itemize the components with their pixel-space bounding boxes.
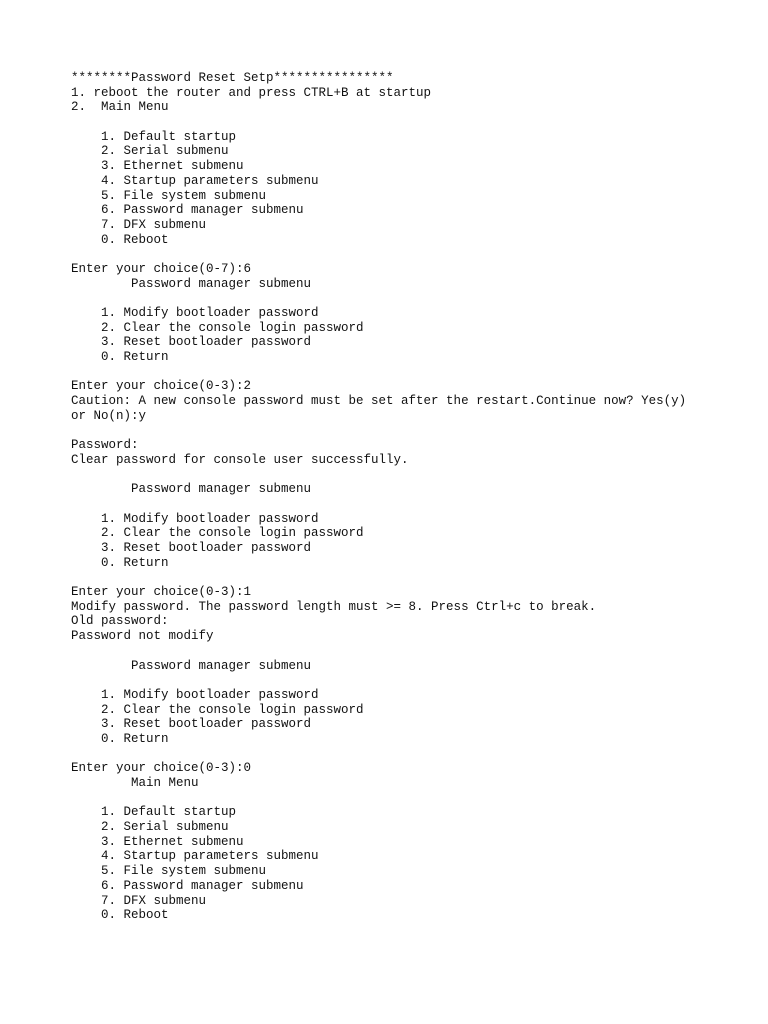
text-line: 5. File system submenu (71, 864, 267, 879)
text-line: 2. Serial submenu (71, 144, 229, 159)
text-line: Enter your choice(0-3):1 (71, 585, 252, 600)
blank-line (71, 673, 761, 688)
text-line: Modify password. The password length must >= 8. Press Ctrl+c to break. (71, 599, 597, 614)
text-line: Password manager submenu (71, 276, 312, 291)
blank-line (71, 424, 761, 439)
text-line: 7. DFX submenu (71, 893, 207, 908)
text-line: Password not modify (71, 629, 214, 644)
text-line: 6. Password manager submenu (71, 203, 304, 218)
text-line: 5. File system submenu (71, 188, 267, 203)
text-line: Enter your choice(0-7):6 (71, 261, 252, 276)
text-line: 0. Return (71, 555, 169, 570)
blank-line (71, 644, 761, 659)
text-line: Password manager submenu (71, 482, 312, 497)
blank-line (71, 115, 761, 130)
text-line: Caution: A new console password must be set after the restart.Continue now? Yes(y) (71, 394, 687, 409)
blank-line (71, 291, 761, 306)
text-line: 0. Return (71, 731, 169, 746)
blank-line (71, 747, 761, 762)
text-line: 0. Reboot (71, 908, 169, 923)
text-line: 2. Main Menu (71, 100, 169, 115)
blank-line (71, 247, 761, 262)
text-line: 3. Reset bootloader password (71, 335, 312, 350)
text-line: 3. Ethernet submenu (71, 159, 244, 174)
text-line: 6. Password manager submenu (71, 878, 304, 893)
text-line: 3. Ethernet submenu (71, 834, 244, 849)
blank-line (71, 468, 761, 483)
text-line: 7. DFX submenu (71, 217, 207, 232)
text-line: Password: (71, 438, 139, 453)
text-line: 4. Startup parameters submenu (71, 849, 319, 864)
blank-line (71, 570, 761, 585)
text-line: ********Password Reset Setp**************** (71, 71, 394, 85)
text-line: 2. Clear the console login password (71, 702, 364, 717)
text-line: 2. Serial submenu (71, 820, 229, 835)
text-line: Password manager submenu (71, 658, 312, 673)
terminal-transcript (71, 71, 761, 923)
blank-line (71, 497, 761, 512)
text-line: 3. Reset bootloader password (71, 717, 312, 732)
text-line: or No(n):y (71, 408, 147, 423)
text-line: 0. Return (71, 350, 169, 365)
blank-line (71, 791, 761, 806)
text-line: 1. Modify bootloader password (71, 306, 319, 320)
text-line: 1. Default startup (71, 805, 237, 820)
text-line: 2. Clear the console login password (71, 526, 364, 541)
text-line: 2. Clear the console login password (71, 320, 364, 335)
text-line: Clear password for console user successfully. (71, 452, 409, 467)
text-line: 1. Modify bootloader password (71, 687, 319, 702)
text-line: 0. Reboot (71, 232, 169, 247)
text-line: Enter your choice(0-3):2 (71, 379, 252, 394)
blank-line (71, 365, 761, 380)
text-line: 4. Startup parameters submenu (71, 173, 319, 188)
text-line: 3. Reset bootloader password (71, 541, 312, 555)
text-line: Old password: (71, 614, 169, 629)
text-line: Enter your choice(0-3):0 (71, 761, 252, 776)
text-line: Main Menu (71, 776, 199, 790)
text-line: 1. Modify bootloader password (71, 511, 319, 526)
text-line: 1. Default startup (71, 129, 237, 144)
text-line: 1. reboot the router and press CTRL+B at startup (71, 85, 432, 100)
